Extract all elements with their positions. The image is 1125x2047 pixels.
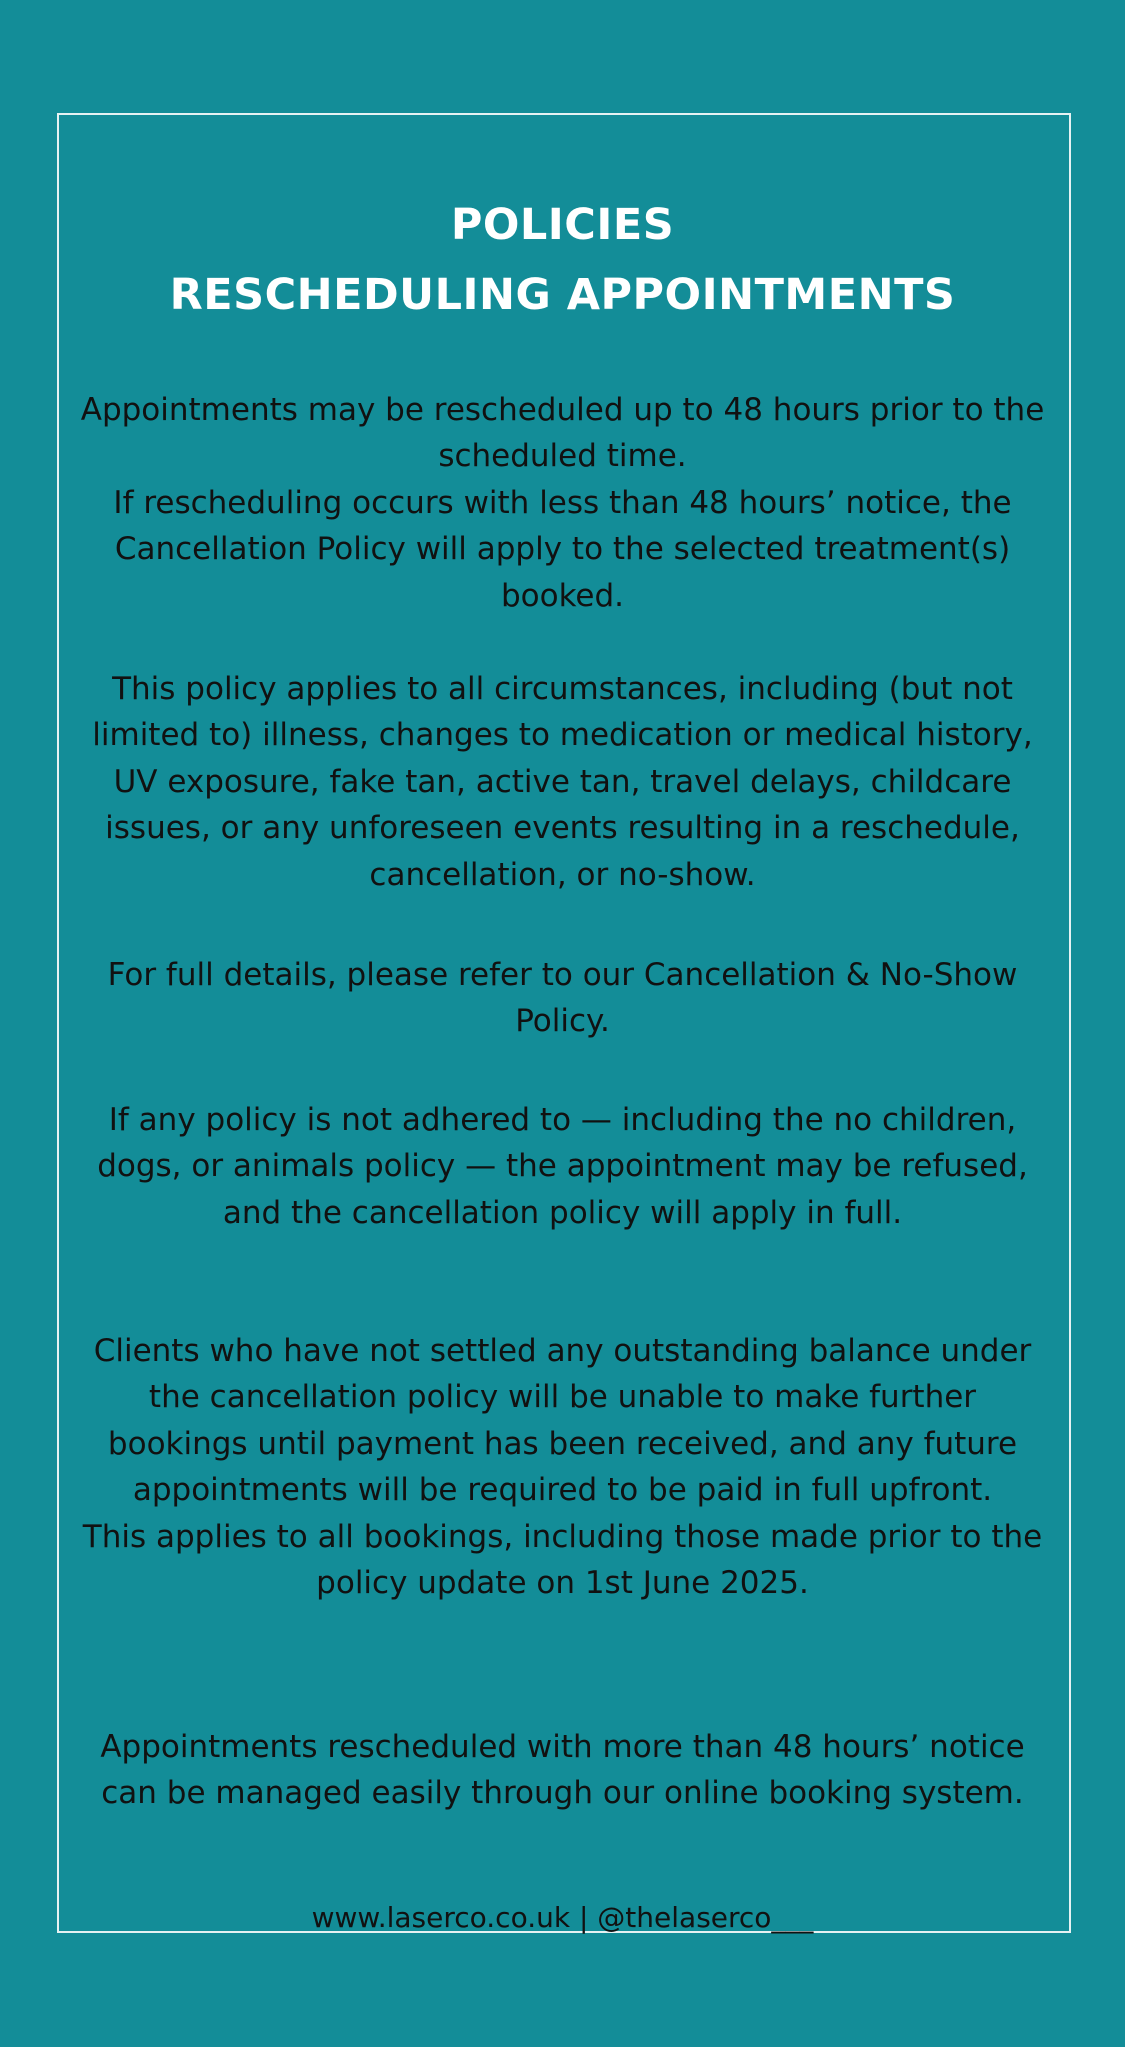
- page-title: POLICIES: [450, 200, 675, 250]
- cancellation-policy-reference-paragraph: For full details, please refer to our Cancellation & No-Show Policy.: [107, 957, 1018, 1040]
- page-subtitle: RESCHEDULING APPOINTMENTS: [169, 270, 956, 320]
- footer-contact: www.laserco.co.uk | @thelaserco___: [311, 1901, 814, 1934]
- policy-adherence-paragraph: If any policy is not adhered to — including the no children, dogs, or animals policy — the appointment may be refused, and the cancellation policy will apply in full.: [97, 1102, 1028, 1231]
- applicable-circumstances-paragraph: This policy applies to all circumstances, including (but not limited to) illness, changes to medication or medical history, UV exposure, fake tan, active tan, travel delays, childcare issues, or any unforeseen events resulting in a reschedule, cancellation, or no-show.: [92, 671, 1033, 893]
- online-booking-paragraph: Appointments rescheduled with more than 48 hours’ notice can be managed easily through our online booking system.: [100, 1729, 1025, 1812]
- rescheduling-window-paragraph: Appointments may be rescheduled up to 48 hours prior to the scheduled time. If rescheduling occurs with less than 48 hours’ notice, the Cancellation Policy will apply to the selected treatment(s) booked.: [80, 392, 1045, 614]
- outstanding-balance-paragraph: Clients who have not settled any outstanding balance under the cancellation policy will be unable to make further bookings until payment has been received, and any future appointments will be required to be paid in full upfront. This applies to all bookings, including those made prior to the policy update on 1st June 2025.: [82, 1333, 1043, 1602]
